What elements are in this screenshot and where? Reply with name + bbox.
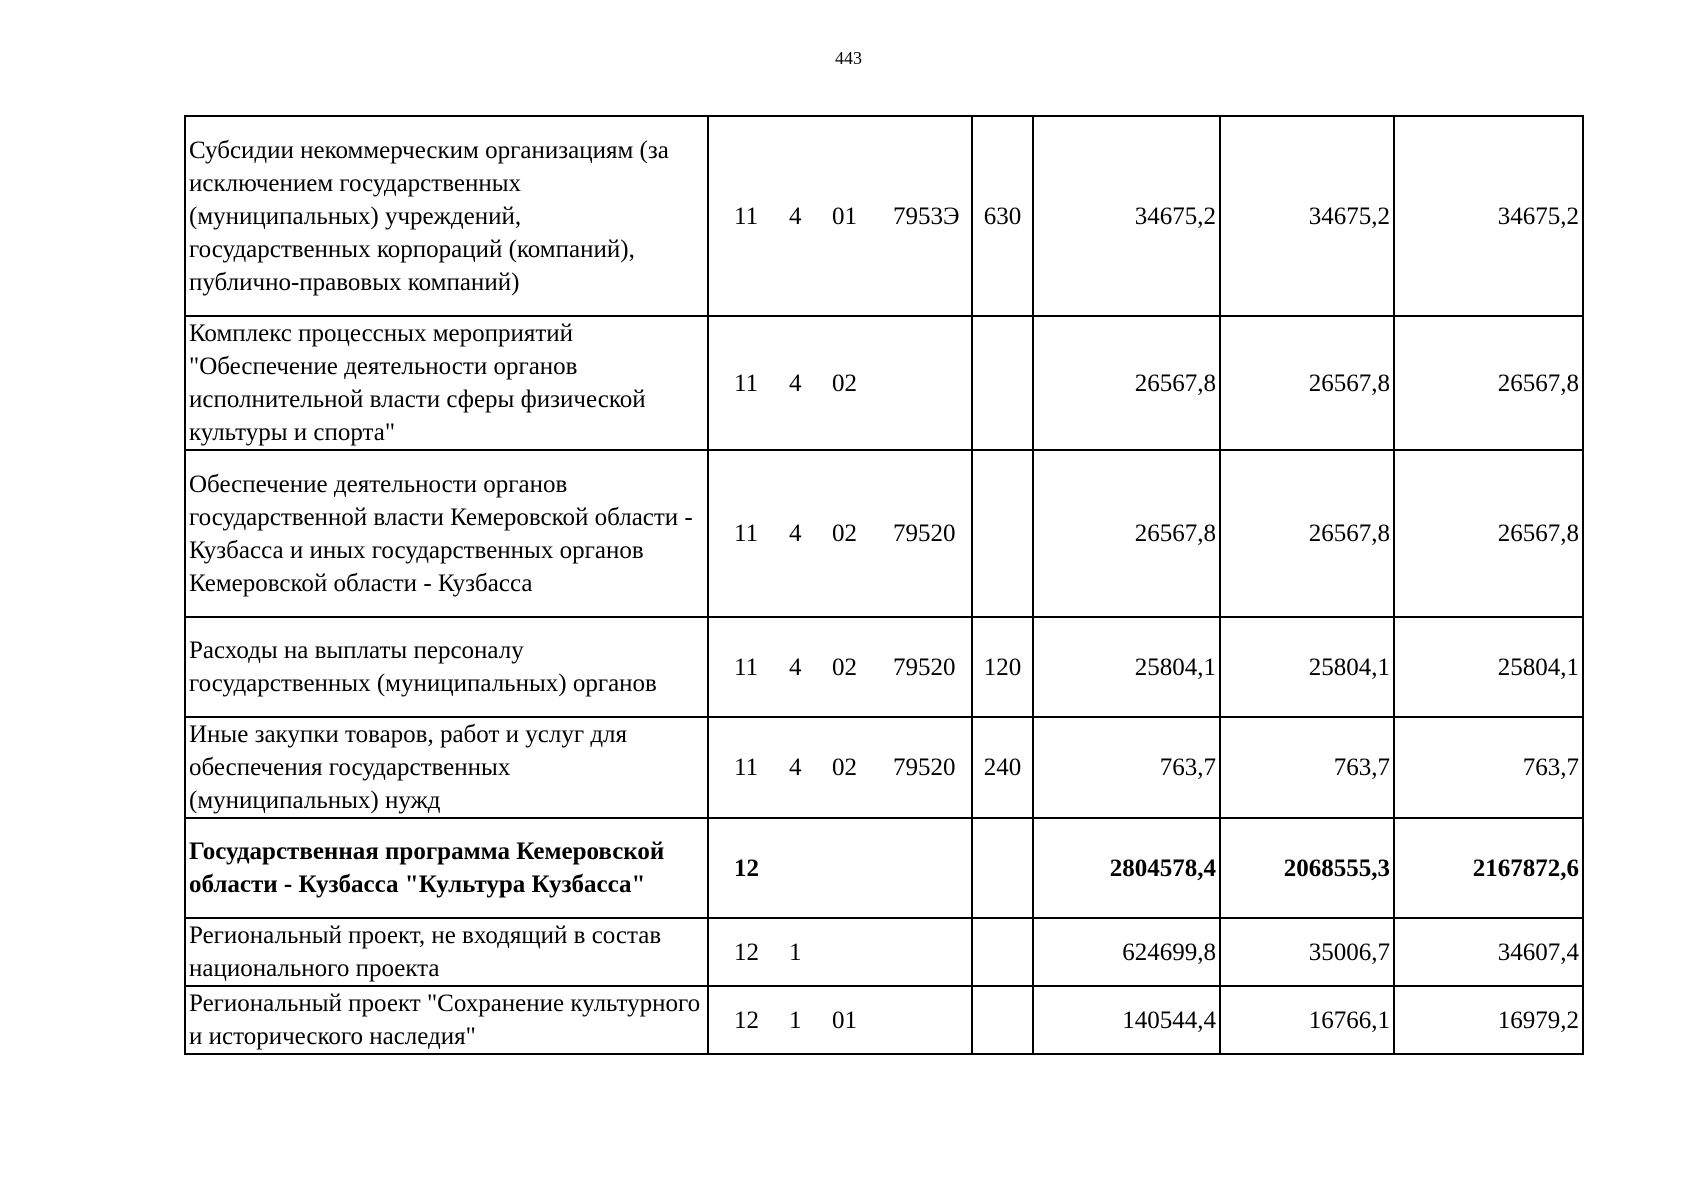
amount-year-1: 140544,4 (1033, 986, 1220, 1054)
amount-year-1: 2804578,4 (1033, 818, 1220, 918)
target-article-code (708, 617, 972, 717)
program-code: 11 (734, 754, 759, 781)
program-code: 12 (734, 854, 759, 882)
expense-type-code (972, 818, 1033, 918)
amount-year-3: 26567,8 (1394, 316, 1583, 450)
table-row (185, 450, 1583, 617)
program-code: 11 (734, 520, 759, 547)
amount-year-2: 2068555,3 (1220, 818, 1394, 918)
table-row (185, 717, 1583, 818)
target-article-code (708, 918, 972, 986)
target-article-code (708, 316, 972, 450)
row-description: Расходы на выплаты персоналу государственных (муниципальных) органов (185, 617, 708, 717)
table-row (185, 116, 1583, 316)
amount-year-3: 763,7 (1394, 717, 1583, 818)
subprogram-code: 1 (789, 1006, 802, 1034)
subprogram-code: 4 (789, 520, 802, 547)
expense-type-code: 240 (972, 717, 1033, 818)
program-code: 11 (734, 369, 759, 397)
table-row (185, 818, 1583, 918)
amount-year-3: 25804,1 (1394, 617, 1583, 717)
row-description: Региональный проект "Сохранение культурного и исторического наследия" (185, 986, 708, 1054)
budget-table (184, 115, 1584, 1055)
amount-year-1: 25804,1 (1033, 617, 1220, 717)
direction-code: 7953Э (893, 202, 960, 230)
subprogram-code: 4 (789, 202, 802, 230)
amount-year-3: 34675,2 (1394, 116, 1583, 316)
table-row (185, 986, 1583, 1054)
amount-year-3: 16979,2 (1394, 986, 1583, 1054)
event-code: 02 (832, 520, 857, 547)
expense-type-code (972, 450, 1033, 617)
amount-year-2: 35006,7 (1220, 918, 1394, 986)
row-description: Иные закупки товаров, работ и услуг для обеспечения государственных (муниципальных) нужд (185, 717, 708, 818)
target-article-code (708, 116, 972, 316)
page-number: 443 (835, 48, 862, 68)
target-article-code (708, 717, 972, 818)
amount-year-2: 26567,8 (1220, 316, 1394, 450)
amount-year-2: 16766,1 (1220, 986, 1394, 1054)
amount-year-3: 26567,8 (1394, 450, 1583, 617)
event-code: 02 (832, 754, 857, 781)
event-code: 01 (832, 202, 857, 230)
amount-year-1: 26567,8 (1033, 450, 1220, 617)
table-row (185, 918, 1583, 986)
row-description: Комплекс процессных мероприятий "Обеспечение деятельности органов исполнительной власти сферы физической культуры и спорта" (185, 316, 708, 450)
subprogram-code: 1 (789, 938, 802, 966)
expense-type-code (972, 986, 1033, 1054)
table-row (185, 617, 1583, 717)
expense-type-code: 630 (972, 116, 1033, 316)
direction-code: 79520 (893, 520, 956, 547)
subprogram-code: 4 (789, 653, 802, 681)
budget-table-body (185, 116, 1583, 1054)
event-code: 02 (832, 653, 857, 681)
program-code: 11 (734, 653, 759, 681)
amount-year-2: 26567,8 (1220, 450, 1394, 617)
amount-year-3: 2167872,6 (1394, 818, 1583, 918)
program-code: 11 (734, 202, 759, 230)
amount-year-2: 25804,1 (1220, 617, 1394, 717)
event-code: 01 (832, 1006, 857, 1034)
direction-code: 79520 (893, 754, 956, 781)
row-description: Обеспечение деятельности органов государственной власти Кемеровской области - Кузбасса и иных государственных органов Кемеровской области - Кузбасса (185, 450, 708, 617)
expense-type-code (972, 918, 1033, 986)
program-code: 12 (734, 938, 759, 966)
expense-type-code (972, 316, 1033, 450)
amount-year-2: 34675,2 (1220, 116, 1394, 316)
event-code: 02 (832, 369, 857, 397)
amount-year-1: 34675,2 (1033, 116, 1220, 316)
target-article-code (708, 986, 972, 1054)
amount-year-1: 26567,8 (1033, 316, 1220, 450)
amount-year-2: 763,7 (1220, 717, 1394, 818)
program-code: 12 (734, 1006, 759, 1034)
subprogram-code: 4 (789, 754, 802, 781)
amount-year-3: 34607,4 (1394, 918, 1583, 986)
amount-year-1: 763,7 (1033, 717, 1220, 818)
expense-type-code: 120 (972, 617, 1033, 717)
table-row (185, 316, 1583, 450)
target-article-code (708, 818, 972, 918)
row-description: Региональный проект, не входящий в состав национального проекта (185, 918, 708, 986)
subprogram-code: 4 (789, 369, 802, 397)
target-article-code (708, 450, 972, 617)
direction-code: 79520 (893, 653, 956, 681)
row-description: Государственная программа Кемеровской области - Кузбасса "Культура Кузбасса" (185, 818, 708, 918)
amount-year-1: 624699,8 (1033, 918, 1220, 986)
row-description: Субсидии некоммерческим организациям (за исключением государственных (муниципальных) учреждений, государственных корпораций (компаний), публично-правовых компаний) (185, 116, 708, 316)
